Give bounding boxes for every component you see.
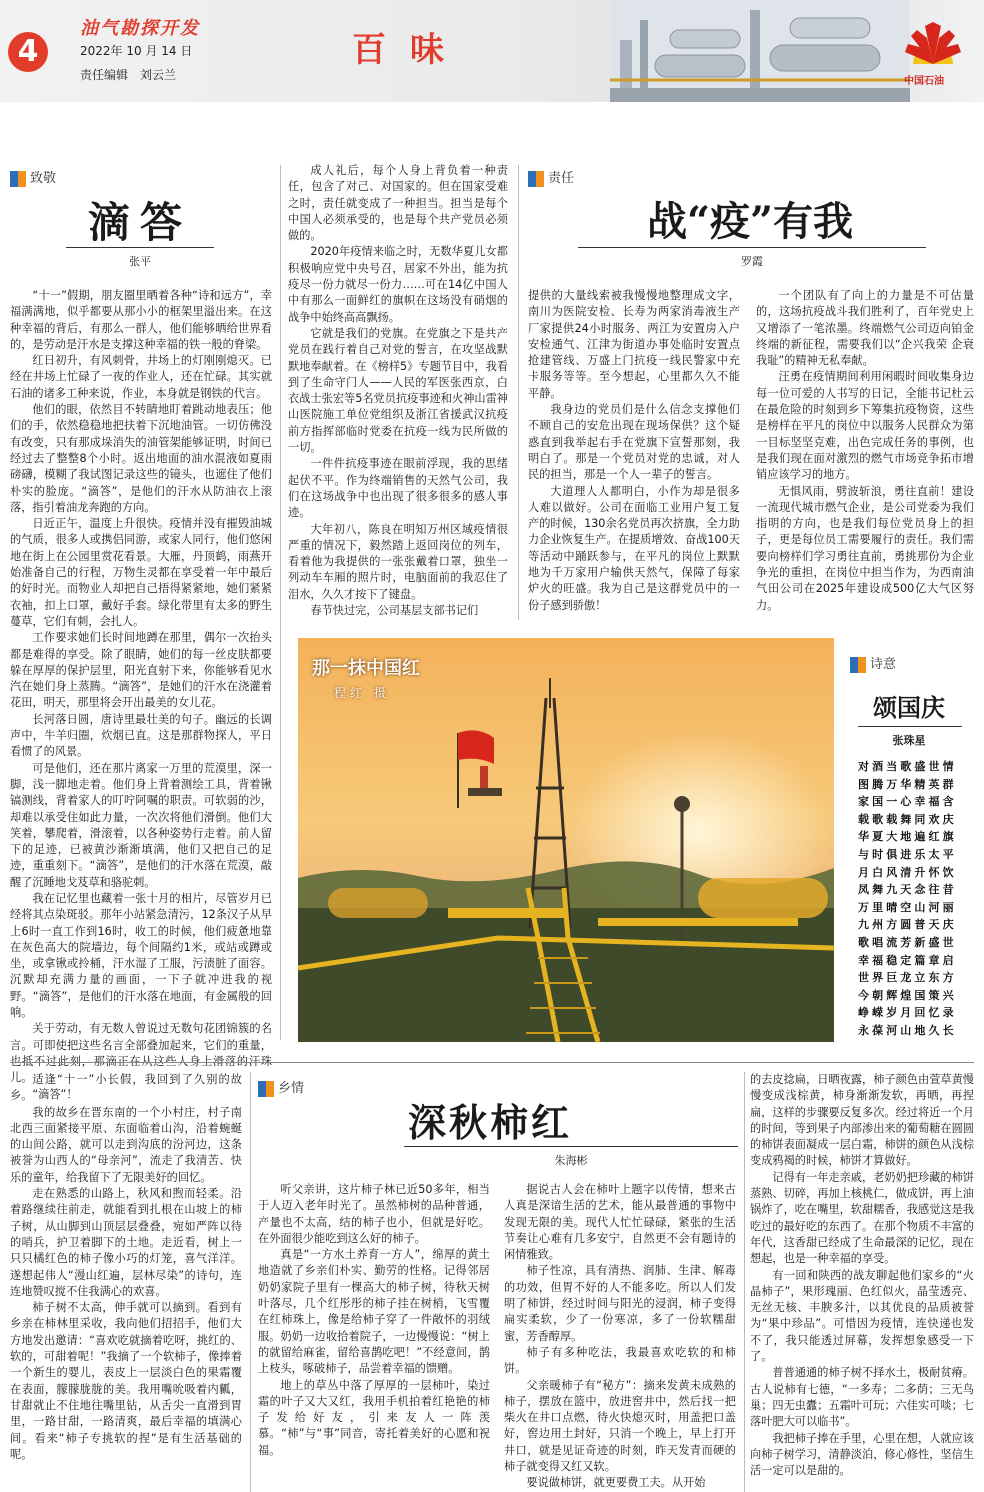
section-divider bbox=[10, 1062, 974, 1063]
poem-line: 凤舞九天念往昔 bbox=[858, 883, 957, 897]
paragraph: 普普通通的柿子树不择水土，极耐贫瘠。古人说柿有七德，“一多寿；二多荫；三无鸟巢；四无虫蠹；五霜叶可玩；六佳实可啖；七落叶肥大可以临书”。 bbox=[750, 1366, 974, 1429]
paragraph: 汪勇在疫情期间利用闲暇时间收集身边每一位可爱的人书写的日记，全能书记杜云在最危险的时刻到乡下筹集抗疫物资，这些是榜样在平凡的岗位中以服务人民群众为第一目标坚坚克难，出色完成任务的事例，也是我们现在面对激烈的燃气市场竞争拓市增销应该学习的地方。 bbox=[756, 370, 974, 482]
paragraph: 要说做柿饼，就更要费工夫。从开始 bbox=[526, 1476, 706, 1490]
article3-body-col3 bbox=[504, 1182, 736, 1492]
article3-body-col1 bbox=[10, 1072, 242, 1492]
responsible-editor: 责任编辑 刘云兰 bbox=[80, 68, 177, 82]
paragraph: 记得有一年走亲戚，老奶奶把珍藏的柿饼蒸熟、切碎，再加上核桃仁，做成饼，再上油锅炸了，吃在嘴里，软甜糯香，我感觉这是我吃过的最好吃的东西了。在那个物质不丰富的年代，这香甜已经成了生命最深的记忆，现在想起，也是一种幸福的享受。 bbox=[750, 1170, 974, 1266]
paragraph: 春节快过完，公司基层支部书记们 bbox=[310, 604, 479, 618]
paragraph: 我在记忆里也藏着一张十月的相片，尽管岁月已经将其点染斑驳。那年小站紧急清污，12条汉子从早上6时一直工作到16时，收工的时候，他们疲惫地靠在灰色高大的院墙边，每个间隔约1米，或站或蹲或坐，或拿锹或拎桶，汗水湿了工服，污渍脏了面容。沉默却充满力量的画面，一下子就冲进我的视野。“滴答”，是他们的汗水落在地面，有金属般的回响。 bbox=[10, 891, 272, 1020]
page-number: 4 bbox=[8, 32, 48, 72]
article2-body-col2 bbox=[528, 288, 740, 618]
article2-tag: 责任 bbox=[528, 170, 574, 188]
paragraph: 大年初八，陈良在明知万州区域疫情很严重的情况下，毅然踏上返回岗位的列车，看着他为我提供的一张张戴着口罩，独坐一列动车车厢的照片时，电脑面前的我忍住了泪水，久久才按下了键盘。 bbox=[288, 522, 508, 601]
paragraph: 日近正午，温度上升很快。疫情并没有摧毁油城的气质，很多人或携侣同游，或家人同行，他们悠闲地在街上在公园里赏花看景。大雁，丹顶鹤，雨燕开始准备自己的行程，万物生灵都在享受着一年中最后的好时光。而物业人却把自己捂得紧紧地，她们紧紧衣袖，扣上口罩，戴好手套。绿化带里有太多的野生蔓草，它们有刺，会扎人。 bbox=[10, 517, 272, 628]
paragraph: 地上的草丛中落了厚厚的一层柿叶，染过霜的叶子又大又红，我用手机拍着红艳艳的柿子发给好友，引来友人一阵羡慕。“柿”与“事”同音，寄托着美好的心愿和祝福。 bbox=[258, 1378, 490, 1457]
poem-rule bbox=[858, 726, 962, 727]
article1-tag: 致敬 bbox=[10, 170, 56, 188]
article3-title: 深秋柿红 bbox=[407, 1100, 572, 1145]
poem-line: 华夏大地遍红旗 bbox=[858, 830, 957, 844]
paragraph: “十一”假期，朋友圈里晒着各种“诗和远方”，幸福满满地，似乎都要从那小小的框架里溢出来。在这种幸福的背后，有那么一群人，他们能够晒给世界看的，是劳动是汗水是支撑这种幸福的铁一般的脊梁。 bbox=[10, 289, 272, 351]
paragraph: 它就是我们的党旗。在党旗之下是共产党员在践行着自己对党的誓言，在攻坚战默默地奉献着。在《榜样5》专题节目中，我看到了生命守门人——人民的军医张西京，白衣战士张宏等5名党员抗疫事迹和火神山雷神山医院施工单位党组织及浙江省援武汉抗疫前方指挥部临时党委在抗疫一线为民所做的一切。 bbox=[288, 326, 508, 455]
paragraph: 无惧风雨，劈波斩浪，勇往直前！建设一流现代城市燃气企业，是公司党委为我们指明的方向，也是我们每位党员身上的担子，更是每位员工需要履行的责任。我们需要向榜样们学习勇往直前，勇挑那份为企业争光的重担，在岗位中担当作为，为西南油气田公司在2025年建设成500亿大气区努力。 bbox=[756, 484, 974, 612]
paragraph: 父亲暖柿子有“秘方”：摘来发黄未成熟的柿子，摆放在篮中，放进窖井中，然后找一把柴火在井口点燃，待火快熄灭时，用盖把口盖好，窖边用土封好，只消一个晚上，早上打开井口，就是见证奇迹的时刻，昨天发青而硬的柿子就变得又红又软。 bbox=[504, 1378, 736, 1474]
poem-line: 峥嵘岁月回忆录 bbox=[858, 1006, 957, 1020]
cnpc-sunflower-logo-icon bbox=[905, 20, 961, 66]
article2-rule bbox=[578, 247, 926, 248]
column-divider bbox=[744, 1072, 745, 1492]
poem-tag: 诗意 bbox=[850, 656, 896, 674]
paragraph: “滴答”！ bbox=[32, 1087, 78, 1101]
poem-line: 载歌载舞同欢庆 bbox=[858, 812, 957, 826]
paragraph: 有一回和陕西的战友聊起他们家乡的“火晶柿子”，果形瑰丽、色红似火，晶莹透亮、无丝无核、丰腴多汁，以其优良的品质被誉为“果中珍品”。可惜因为疫情，连快递也发不了，我只能透过屏幕，发挥想象感受一下了。 bbox=[750, 1268, 974, 1364]
poem-line: 图腾万华精英群 bbox=[858, 777, 957, 791]
article3-rule bbox=[404, 1146, 738, 1147]
poem-line: 九州方圆普天庆 bbox=[858, 918, 957, 932]
paragraph: 工作要求她们长时间地蹲在那里，偶尔一次抬头都是难得的享受。除了眼睛，她们的每一丝皮肤都要躲在厚厚的保护层里，阳光直射下来，你能够看见水汽在她们身上蒸腾。“滴答”，是她们的汗水在浇灌着花田，明天，那里将会开出最美的女儿花。 bbox=[10, 631, 272, 710]
paragraph: 我的故乡在晋东南的一个小村庄，村子南北西三面紧接平原、东面临着山沟，沿着蜿蜒的山间公路，就可以走到沟底的汾河边，这条被誉为山西人的“母亲河”，流走了我清苦、快乐的童年，给我留下了无限美好的回忆。 bbox=[10, 1105, 242, 1184]
poem-author: 张珠星 bbox=[892, 734, 926, 747]
poem-line: 万里晴空山河丽 bbox=[858, 900, 957, 914]
paragraph: 关于劳动，有无数人曾说过无数句花团锦簇的名言。可即使把这些名言全部叠加起来，它们的重量，也抵不过此刻，那滴正在从这些人身上滑落的汗珠儿。 bbox=[10, 1022, 272, 1085]
poem-line: 今朝辉煌国策兴 bbox=[858, 988, 957, 1002]
article2-author: 罗霞 bbox=[741, 255, 763, 268]
paper-name: 油气勘探开发 bbox=[80, 18, 200, 39]
article2-body-col3 bbox=[756, 288, 974, 618]
paragraph: 走在熟悉的山路上，秋风和煦而轻柔。沿着路继续往前走，就能看到扎根在山坡上的柿子树，从山脚到山顶层层叠叠，宛如严阵以待的哨兵，护卫着脚下的土地。走近看，树上一只只橘红色的柿子像小巧的灯笼，喜气洋洋。遂想起伟人“漫山红遍，层林尽染”的诗句，连连地赞叹搅不住我满心的欢喜。 bbox=[10, 1187, 242, 1298]
column-divider bbox=[518, 165, 519, 620]
article3-body-col2 bbox=[258, 1182, 490, 1492]
article2-body-col1 bbox=[288, 163, 508, 617]
issue-date: 2022年 10 月 14 日 bbox=[80, 44, 193, 58]
paragraph: 一个团队有了向上的力量是不可估量的，这场抗疫战斗我们胜利了，百年党史上又增添了一笔浓墨。终端燃气公司迈向铂金终端的新征程，需要我们以“企兴我荣 企衰我耻”的精神无私奉献。 bbox=[756, 289, 974, 368]
refinery-illustration bbox=[610, 0, 910, 102]
article2-title: 战“疫”有我 bbox=[646, 198, 853, 245]
paragraph: 红日初升，有风刺骨，井场上的灯刚刚熄灭。已经在井场上忙碌了一夜的作业人，还在忙碌。其实就石油的诸多工种来说，作业，本身就是钢铁的代言。 bbox=[10, 354, 272, 400]
paragraph: 真是“一方水土养育一方人”，绵厚的黄土地造就了乡亲们朴实、勤劳的性格。记得邻居奶奶家院子里有一棵高大的柿子树，待秋天树叶落尽，几个红彤彤的柿子挂在树梢，飞雪覆在红柿珠上，像是给柿子穿了一件敞怀的羽绒服。奶奶一边收拾着院子，一边慢慢说：“树上的就留给麻雀，留给喜鹊吃吧！”不经意间，鹊上枝头，啄破柿子，品尝着幸福的馈赠。 bbox=[258, 1248, 490, 1376]
section-title: 百味 bbox=[352, 30, 468, 70]
column-divider bbox=[250, 1072, 251, 1492]
poem-line: 世界巨龙立东方 bbox=[858, 971, 957, 985]
paragraph: 我身边的党员们是什么信念支撑他们不顾自己的安危出现在现场保供？这个疑惑直到我举起右手在党旗下宣誓那刻，我明白了。那是一个党员对党的忠诚，对人民的担当，那是一个人一辈子的誓言。 bbox=[528, 403, 740, 482]
article3-body-col4 bbox=[750, 1072, 974, 1492]
paragraph: 的去皮捻扁，日晒夜露，柿子颜色由萱草黄慢慢变成浅棕黄，柿身渐渐发软，再晒，再捏扁，这样的步骤要反复多次。经过将近一个月的时间，等到果子内部渗出来的葡萄糖在圆圆的柿饼表面凝成一层白霜，柿饼的颜色从浅棕变成鸦褐的时候，柿饼才算做好。 bbox=[750, 1073, 974, 1168]
poem-line: 月白风清升怀饮 bbox=[858, 865, 957, 879]
paragraph: 柿子性凉，具有清热、润肺、生津、解毒的功效，但胃不好的人不能多吃。所以人们发明了柿饼，经过时间与阳光的浸润，柿子变得扁实柔软，少了一份寒凉，多了一份软糯甜蜜，芳香醇厚。 bbox=[504, 1264, 736, 1343]
paragraph: 成人礼后，每个人身上背负着一种责任，包含了对己、对国家的。但在国家受难之时，责任就变成了一种担当。担当是每个中国人必须承受的，也是每个共产党员必须做的。 bbox=[288, 164, 508, 243]
poem-line: 对酒当歌盛世情 bbox=[858, 760, 957, 773]
paragraph: 据说古人会在柿叶上题字以传情，想来古人真是深谙生活的艺术，能从最普通的事物中发现无限的美。现代人忙忙碌碌，紧张的生活节奏让心难有几多安宁，自然更不会有题诗的闲情雅致。 bbox=[504, 1183, 736, 1262]
article1-author: 张平 bbox=[129, 255, 151, 268]
paragraph: 适逢“十一”小长假，我回到了久别的故乡。 bbox=[10, 1073, 242, 1103]
cnpc-logo-text: 中国石油 bbox=[904, 76, 944, 87]
paragraph: 长河落日圆，唐诗里最壮美的句子。幽远的长调声中，牛羊归圈，炊烟已直。这是那群物探人，平日看惯了的风景。 bbox=[10, 712, 272, 759]
paragraph: 大道理人人都明白，小作为却是很多人难以做好。公司在面临工业用户复工复产的时候，130余名党员再次挤旗，全力助力企业恢复生产。在提质增效、奋战100天等活动中踊跃参与，在平凡的岗位上默默地为千万家用户输供天然气，保障了每家炉火的旺盛。我为自己是这群党员中的一份子感到骄傲！ bbox=[528, 484, 740, 612]
photo-title: 那一抹中国红 bbox=[312, 658, 420, 679]
paragraph: 柿子有多种吃法，我最喜欢吃软的和柿饼。 bbox=[504, 1345, 736, 1376]
paragraph: 可是他们，还在那片离家一万里的荒漠里，深一脚，浅一脚地走着。他们身上背着测绘工具，背着锹镐测线，背着家人的叮咛阿嘱的职责。可软弱的沙，却难以承受住如此力量，一次次将他们滑倒。他们大笑着，攀爬着，滑滚着，以各种姿势行走着。前人留下的足迹，已被黄沙渐渐填满，他们又把自己的足迹，重重刻下。“滴答”，是他们的汗水落在荒漠，敲醒了沉睡地戈芨草和骆驼刺。 bbox=[10, 761, 272, 889]
paragraph: 他们的眼，依然目不转睛地盯着跳动地表压；他们的手，依然稳稳地把扶着下沉地油管。一切仿佛没有改变，只有那成垛消失的油管架能够证明，时间已经过去了整整8个小时。返出地面的油水混液如夏雨磅礴，模糊了我试图记录这些的镜头，也遮住了他们朴实的脸庞。“滴答”，是他们的汗水从防油衣上滚落，指引着油龙奔跑的方向。 bbox=[10, 403, 272, 514]
paragraph: 听父亲讲，这片柿子林已近50多年，相当于人迈入老年时光了。虽然柿树的品种普通，产量也不太高，结的柿子也小，但就是好吃。在外面很少能吃到这么好的柿子。 bbox=[258, 1183, 490, 1245]
paragraph: 我把柿子捧在手里，心里在想，人就应该向柿子树学习，清静淡泊，修心修性，坚信生活一定可以是甜的。 bbox=[750, 1431, 974, 1478]
poem-title: 颂国庆 bbox=[873, 693, 945, 722]
column-divider bbox=[280, 165, 281, 1040]
article3-author: 朱海彬 bbox=[554, 1154, 588, 1167]
poem-line: 家国一心幸福含 bbox=[858, 795, 957, 809]
poem-line: 幸福稳定篇章启 bbox=[858, 953, 957, 967]
poem-line: 永葆河山地久长 bbox=[858, 1024, 957, 1037]
paragraph: 一件件抗疫事迹在眼前浮现，我的思绪起伏不平。作为终端销售的天然气公司，我们在这场战争中也出现了很多很多的感人事迹。 bbox=[288, 457, 508, 520]
paragraph: 2020年疫情来临之时，无数华夏儿女都积极响应党中央号召，居家不外出，能为抗疫尽一份力就尽一份力……可在14亿中国人中有那么一面鲜红的旗帜在这场没有硝烟的战争中始终高高飘扬。 bbox=[288, 245, 508, 324]
article3-tag: 乡情 bbox=[258, 1080, 304, 1098]
poem-line: 歌唱流芳新盛世 bbox=[858, 936, 957, 949]
article1-rule bbox=[66, 247, 214, 248]
page-header bbox=[0, 0, 984, 102]
photo-credit: 程红 摄 bbox=[334, 686, 390, 700]
paragraph: 柿子树不太高，伸手就可以摘到。看到有乡亲在柿林里采收，我向他们招招手，他们大方地发出邀请：“喜欢吃就摘着吃呀，挑红的、软的，可甜着呢！”我摘了一个软柿子，像捧着一个新生的婴儿，表皮上一层淡白色的果霜覆在表面，朦朦胧胧的美。我用嘴吮吸着内瓤，甘甜就止不住地往嘴里钻，从舌尖一直滑到胃里，一路甘甜，一路清爽，最后幸福的填满心间。看来“柿子专挑软的捏”是有生活基础的呢。 bbox=[10, 1301, 242, 1461]
poem-line: 与时俱进乐太平 bbox=[858, 848, 957, 861]
paragraph: 提供的大量线索被我慢慢地整理成文字，南川为医院安检、长寿为两家消毒液生产厂家提供24小时服务、两江为安置房入户安检通气、江津为街道办事处临时安置点抢建管线、万盛上门抗疫一线民警家中充卡服务等等。至今想起，心里都久久不能平静。 bbox=[528, 289, 740, 400]
article1-title: 滴答 bbox=[87, 198, 192, 247]
